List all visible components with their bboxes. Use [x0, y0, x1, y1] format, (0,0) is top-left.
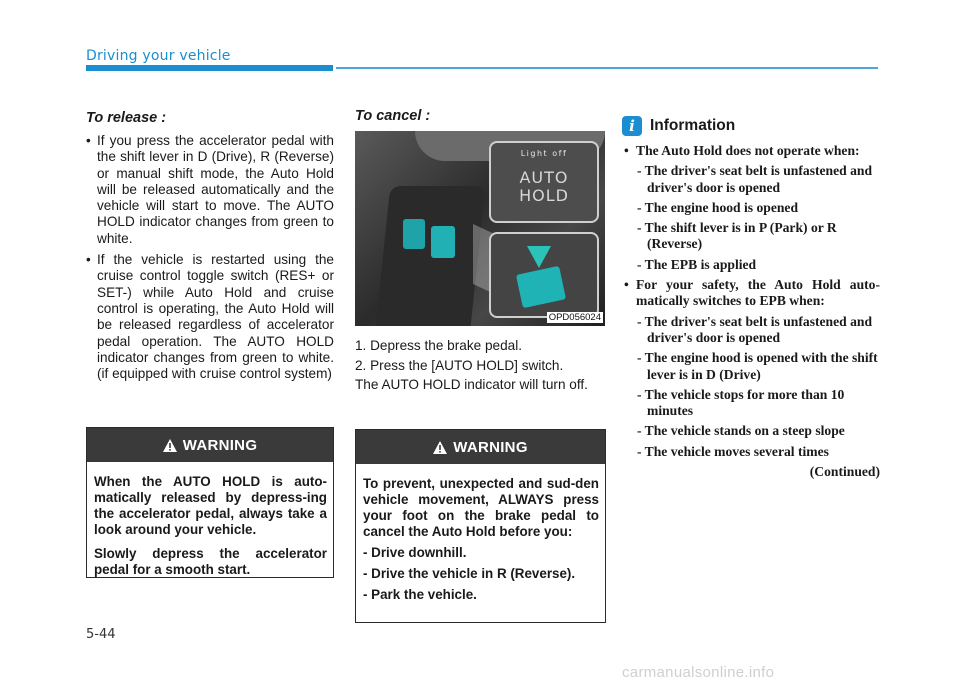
- cancel-column: [355, 108, 605, 394]
- warning-body: [356, 464, 605, 618]
- cancel-step-2: 2. Press the [AUTO HOLD] switch.: [355, 358, 564, 373]
- warning-paragraph-1: When the AUTO HOLD is auto-matically released by depress-ing the accelerator pedal, always take a look around your vehicle.: [94, 474, 327, 537]
- warning-body: [87, 462, 333, 596]
- information-body: [622, 143, 880, 480]
- info-bullet-not-operate: • The Auto Hold does not operate when:: [622, 143, 880, 159]
- release-bullet-2: • If the vehicle is restarted using the cruise control toggle switch (RES+ or SET-) while Auto Hold and cruise control is operating, the Auto Hold will be released regardless of accelerator pedal operation. The AUTO HOLD indicator changes from green to white. (if equipped with cruise control system): [86, 252, 334, 382]
- warning-box-cancel: [355, 429, 606, 623]
- warning-item-3: - Park the vehicle.: [363, 587, 477, 602]
- switch-press-inset: [489, 232, 599, 318]
- info-bullet-switches: • For your safety, the Auto Hold auto-matically switches to EPB when:: [622, 277, 880, 310]
- information-column: [622, 108, 880, 480]
- auto-hold-button: [516, 266, 566, 308]
- release-list: [86, 133, 334, 382]
- cancel-heading: To cancel :: [355, 108, 431, 124]
- warning-header: [87, 428, 333, 462]
- info-item: - The engine hood is opened: [637, 199, 799, 215]
- release-heading: To release :: [86, 110, 167, 126]
- inset-label: Light off: [520, 149, 568, 158]
- warning-item-1: - Drive downhill.: [363, 545, 467, 560]
- release-bullet-1: • If you press the accelerator pedal with the shift lever in D (Drive), R (Reverse) or manual shift mode, the Auto Hold will be released automatically and the vehicle will start to move. The AUTO HOLD indicator changes from green to white.: [86, 133, 334, 247]
- info-icon: i: [622, 116, 642, 136]
- header-rule-light: [336, 67, 878, 69]
- warning-header: [356, 430, 605, 464]
- cancel-steps: [355, 337, 605, 374]
- warning-paragraph-2: Slowly depress the accelerator pedal for a smooth start.: [94, 546, 327, 577]
- info-item: - The shift lever is in P (Park) or R (Reverse): [637, 220, 837, 252]
- epb-switch: [403, 219, 425, 249]
- warning-intro: To prevent, unexpected and sud-den vehicle movement, ALWAYS press your foot on the brake pedal to cancel the Auto Hold before you:: [363, 476, 599, 539]
- auto-hold-indicator: AUTO HOLD: [519, 168, 569, 205]
- warning-item-2: - Drive the vehicle in R (Reverse).: [363, 566, 576, 581]
- cancel-step-1: 1. Depress the brake pedal.: [355, 338, 523, 353]
- warning-label: WARNING: [182, 436, 258, 454]
- release-column: [86, 108, 334, 387]
- image-code: OPD056024: [548, 312, 601, 323]
- warning-triangle-icon: [433, 441, 447, 454]
- section-title: Driving your vehicle: [86, 48, 231, 64]
- indicator-inset: [489, 141, 599, 223]
- cancel-note: The AUTO HOLD indicator will turn off.: [355, 377, 588, 392]
- info-item: - The driver's seat belt is unfastened and driver's door is opened: [637, 313, 873, 345]
- info-item: - The vehicle moves several times: [637, 443, 829, 459]
- header-rule-dark: [86, 65, 333, 71]
- warning-label: WARNING: [453, 438, 528, 456]
- auto-hold-switch-photo: [355, 131, 605, 326]
- info-item: - The engine hood is opened with the shift lever is in D (Drive): [637, 350, 878, 382]
- information-header: [622, 116, 880, 136]
- info-item: - The vehicle stops for more than 10 minutes: [637, 386, 845, 419]
- info-item: - The driver's seat belt is unfastened and driver's door is opened: [637, 163, 873, 195]
- warning-triangle-icon: [163, 439, 177, 452]
- page-number: 5-44: [86, 627, 116, 642]
- warning-box-release: [86, 427, 334, 578]
- info-item: - The EPB is applied: [637, 256, 757, 272]
- information-title: Information: [650, 117, 736, 134]
- info-item: - The vehicle stands on a steep slope: [637, 423, 845, 439]
- press-arrow-icon: [527, 246, 551, 268]
- auto-hold-switch: [431, 226, 455, 258]
- continued-label: (Continued): [809, 464, 880, 480]
- watermark: carmanualsonline.info: [622, 664, 775, 681]
